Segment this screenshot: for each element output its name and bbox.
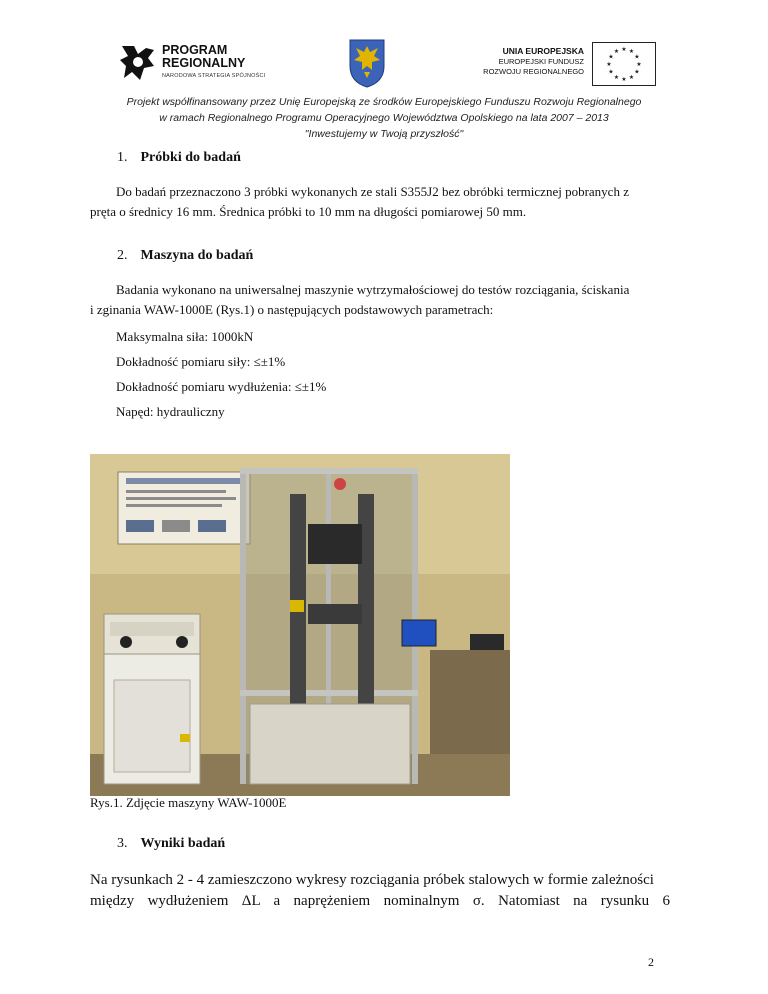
- header-slogan: "Inwestujemy w Twoją przyszłość": [304, 128, 464, 140]
- section-1-title: Próbki do badań: [140, 150, 241, 165]
- svg-text:★: ★: [608, 54, 614, 61]
- svg-text:★: ★: [621, 47, 627, 53]
- page-number: 2: [648, 955, 654, 969]
- program-logo-line3: NARODOWA STRATEGIA SPÓJNOŚCI: [162, 73, 266, 79]
- section-3-number: 3.: [117, 836, 128, 851]
- section-3-heading: [117, 836, 225, 852]
- svg-text:★: ★: [634, 69, 640, 76]
- svg-text:★: ★: [634, 54, 640, 61]
- section-1-heading: [117, 150, 241, 166]
- section-3-title: Wyniki badań: [140, 836, 226, 851]
- section-2-title: Maszyna do badań: [140, 248, 254, 263]
- spec-force-accuracy: Dokładność pomiaru siły: ≤±1%: [116, 354, 286, 369]
- section-2-number: 2.: [117, 248, 128, 263]
- svg-text:★: ★: [628, 75, 635, 81]
- logo-bar: [0, 34, 768, 94]
- section-2-line-1: Badania wykonano na uniwersalnej maszynie wytrzymałościowej do testów rozciągania, ściskania: [116, 282, 630, 297]
- machine-photo: [90, 454, 510, 796]
- svg-text:★: ★: [606, 62, 612, 68]
- section-2-heading: [117, 248, 253, 264]
- section-2-paragraph: [90, 280, 653, 320]
- eu-logo-line1: UNIA EUROPEJSKA: [502, 46, 584, 56]
- spec-max-force: Maksymalna siła: 1000kN: [116, 329, 254, 344]
- section-2-line-2: i zginania WAW-1000E (Rys.1) o następujących podstawowych parametrach:: [90, 302, 494, 317]
- figure-caption: Rys.1. Zdjęcie maszyny WAW-1000E: [90, 795, 287, 810]
- program-regionalny-logo: [118, 42, 268, 92]
- header-funding-line1: Projekt współfinansowany przez Unię Europejską ze środków Europejskiego Funduszu Rozwoju Regionalnego: [126, 96, 642, 108]
- section-1-line-2: pręta o średnicy 16 mm. Średnica próbki to 10 mm na długości pomiarowej 50 mm.: [90, 204, 527, 219]
- section-3-paragraph: [90, 870, 670, 912]
- program-regionalny-emblem-icon: [118, 42, 158, 86]
- section-1-paragraph: [90, 182, 653, 222]
- opolskie-crest-icon: [348, 38, 386, 88]
- eu-logo: [470, 42, 660, 90]
- program-logo-line2: REGIONALNY: [162, 56, 246, 70]
- section-3-line-2: między wydłużeniem ΔL a naprężeniem nominalnym σ. Natomiast na rysunku 6: [90, 893, 670, 909]
- section-1-line-1: Do badań przeznaczono 3 próbki wykonanych ze stali S355J2 bez obróbki termicznej pobranych z: [116, 184, 629, 199]
- svg-text:★: ★: [628, 49, 635, 55]
- svg-text:★: ★: [613, 75, 620, 81]
- svg-text:★: ★: [613, 49, 620, 55]
- header-funding-line2: w ramach Regionalnego Programu Operacyjnego Województwa Opolskiego na lata 2007 – 2013: [159, 112, 609, 124]
- spec-elongation-accuracy: Dokładność pomiaru wydłużenia: ≤±1%: [116, 379, 327, 394]
- svg-text:★: ★: [621, 77, 627, 83]
- svg-text:★: ★: [636, 62, 642, 68]
- eu-logo-line3: ROZWOJU REGIONALNEGO: [483, 67, 584, 76]
- spec-drive: Napęd: hydrauliczny: [116, 404, 225, 419]
- svg-text:★: ★: [608, 69, 614, 76]
- section-3-line-1: Na rysunkach 2 - 4 zamieszczono wykresy rozciągania próbek stalowych w formie zależności: [90, 872, 654, 888]
- program-logo-line1: PROGRAM: [162, 43, 228, 57]
- section-1-number: 1.: [117, 150, 128, 165]
- eu-flag-icon: [592, 42, 656, 86]
- eu-logo-line2: EUROPEJSKI FUNDUSZ: [498, 57, 584, 66]
